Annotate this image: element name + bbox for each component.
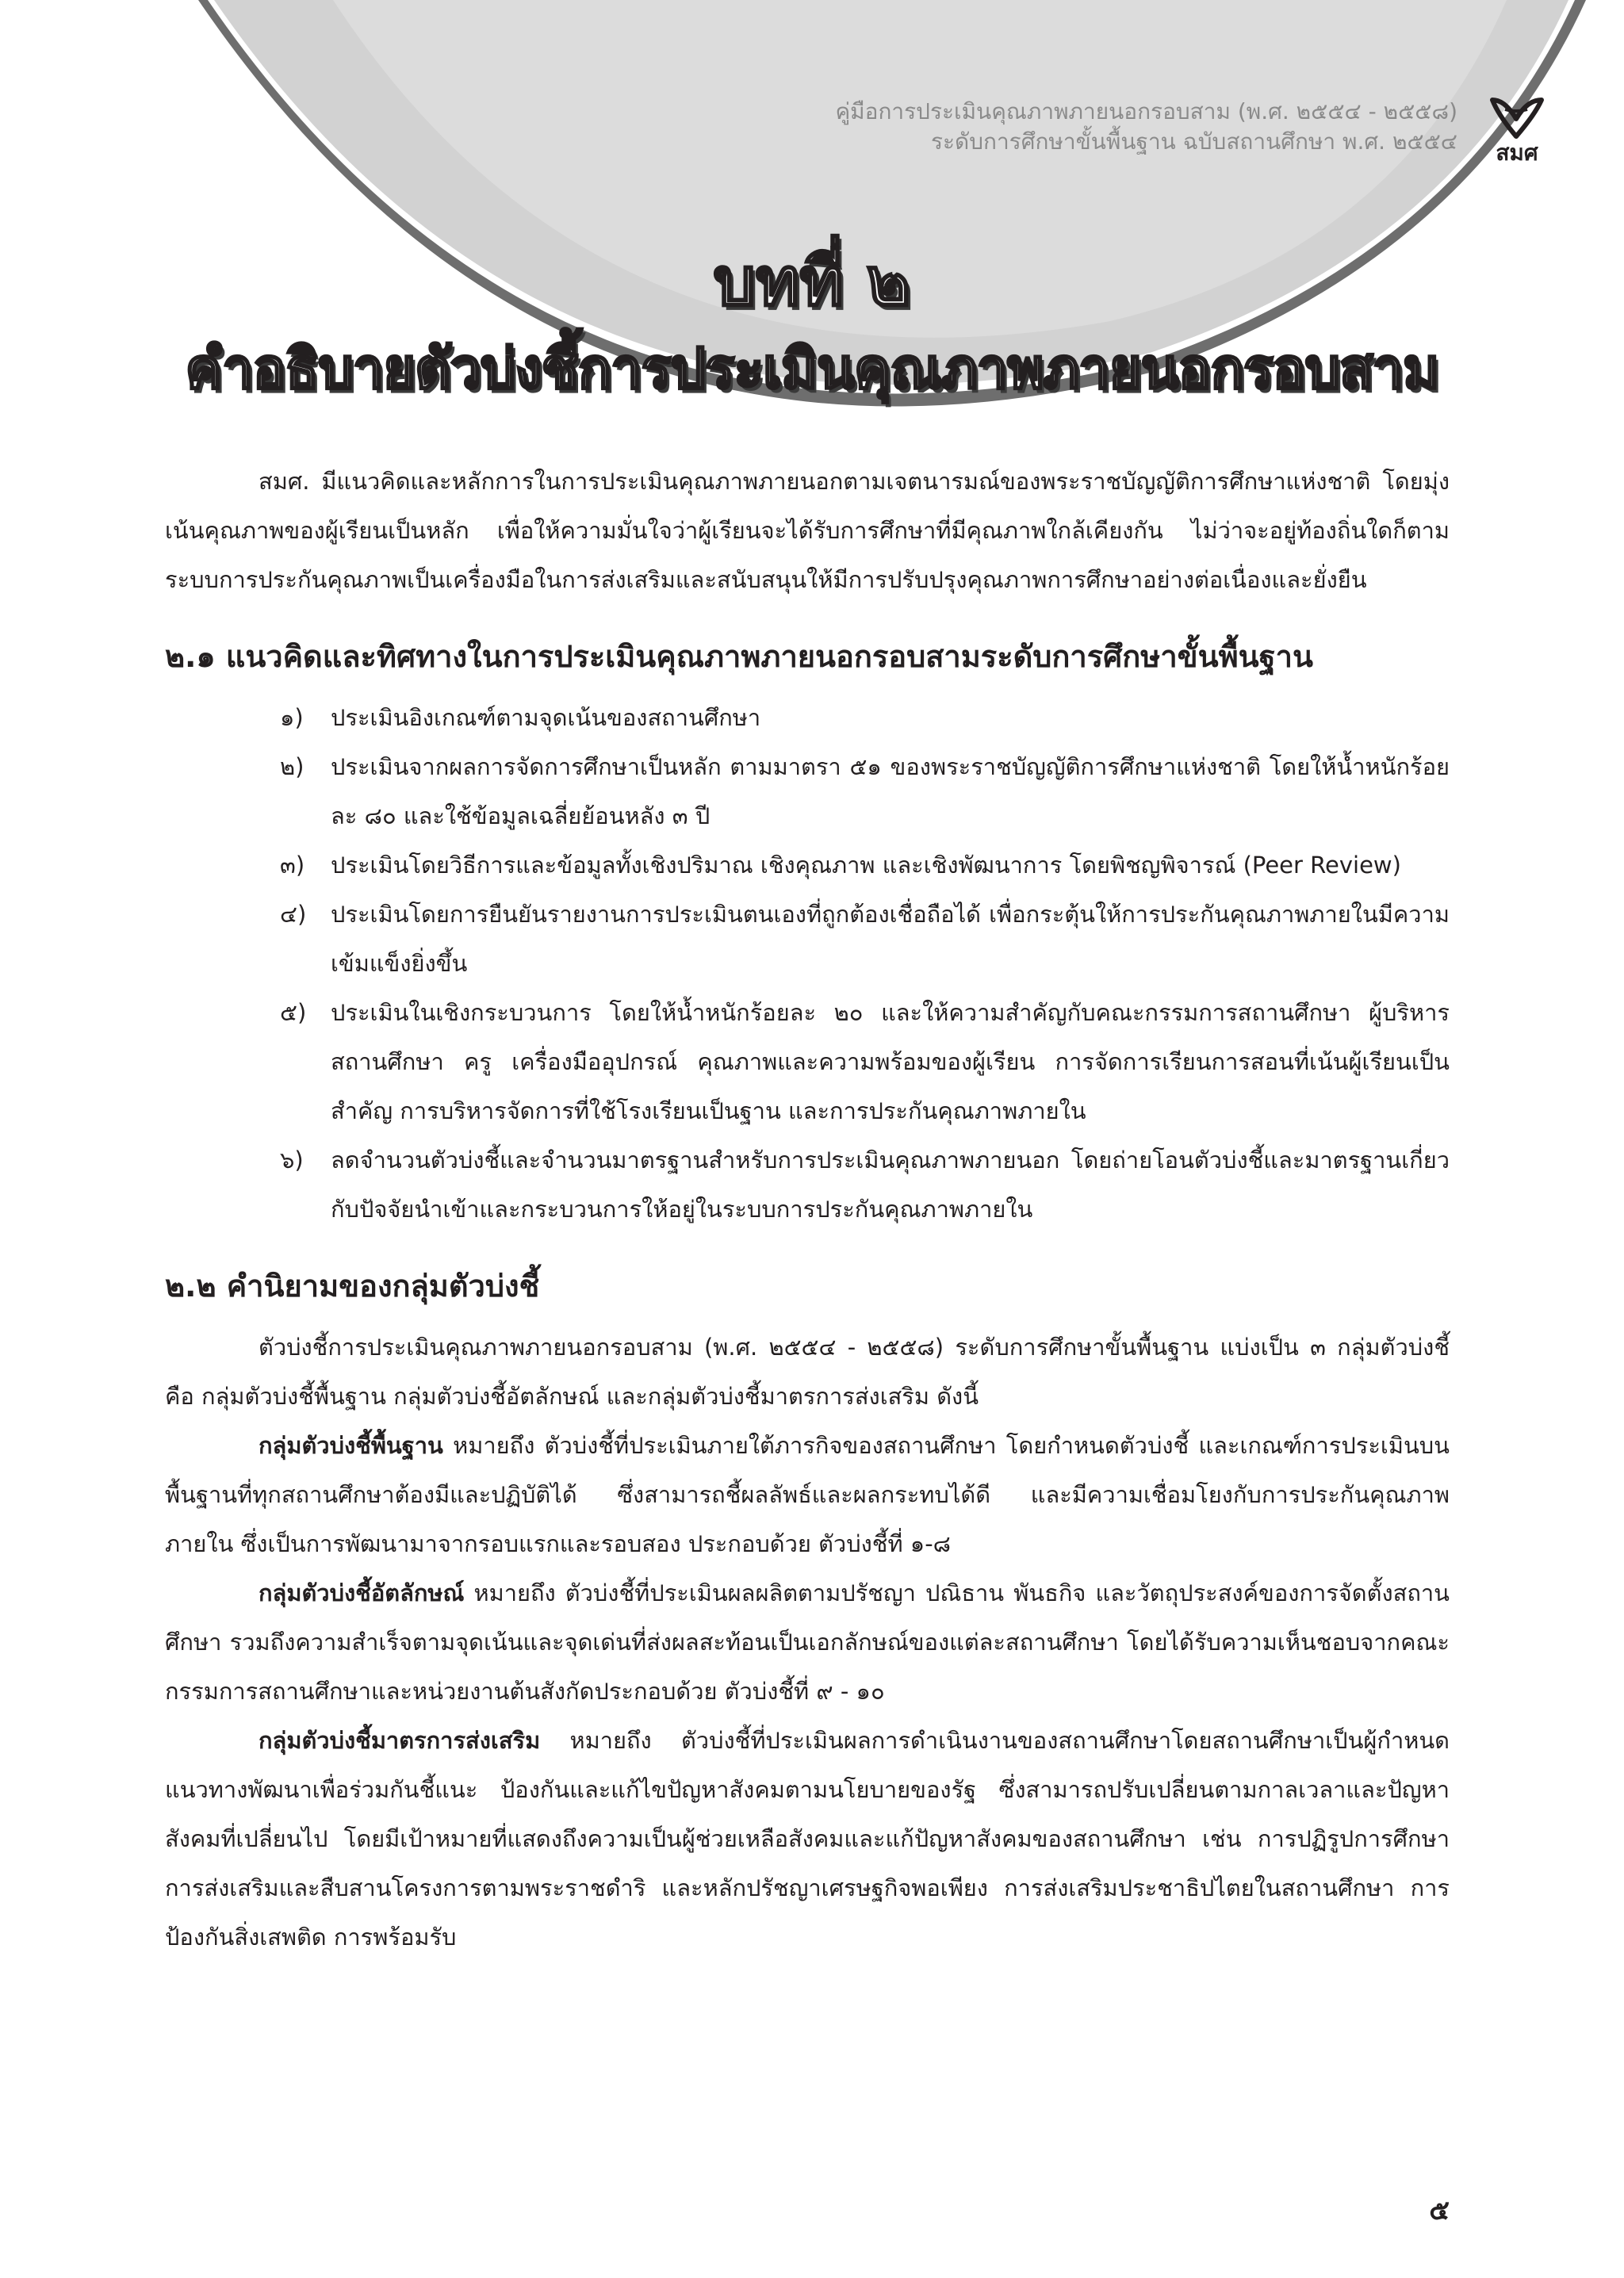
list-item [280, 742, 1450, 840]
list-item-number: ๒) [280, 753, 304, 780]
list-item-number: ๓) [280, 852, 305, 879]
onesqa-logo [1481, 95, 1553, 171]
list-item [280, 1135, 1450, 1234]
definition-term: กลุ่มตัวบ่งชี้อัตลักษณ์ [259, 1579, 465, 1606]
definition-term: กลุ่มตัวบ่งชี้พื้นฐาน [259, 1432, 443, 1459]
list-item [280, 693, 1450, 742]
list-item-text: ประเมินโดยวิธีการและข้อมูลทั้งเชิงปริมาณ เชิงคุณภาพ และเชิงพัฒนาการ โดยพิชญพิจารณ์ (Peer Review) [331, 852, 1401, 879]
running-header-line-2: ระดับการศึกษาขั้นพื้นฐาน ฉบับสถานศึกษา พ.ศ. ๒๕๕๔ [930, 128, 1457, 155]
intro-paragraph: สมศ. มีแนวคิดและหลักการในการประเมินคุณภาพภายนอกตามเจตนารมณ์ของพระราชบัญญัติการศึกษาแห่งชาติ โดยมุ่งเน้นคุณภาพของผู้เรียนเป็นหลัก เพื่อให้ความมั่นใจว่าผู้เรียนจะได้รับการศึกษาที่มีคุณภาพใกล้เคียงกัน ไม่ว่าจะอยู่ท้องถิ่นใดก็ตาม ระบบการประกันคุณภาพเป็นเครื่องมือในการส่งเสริมและสนับสนุนให้มีการปรับปรุงคุณภาพการศึกษาอย่างต่อเนื่องและยั่งยืน [165, 468, 1450, 593]
list-item-text: ประเมินจากผลการจัดการศึกษาเป็นหลัก ตามมาตรา ๕๑ ของพระราชบัญญัติการศึกษาแห่งชาติ โดยให้น้ำหนักร้อยละ ๘๐ และใช้ข้อมูลเฉลี่ยย้อนหลัง ๓ ปี [331, 753, 1450, 829]
list-item-text: ประเมินในเชิงกระบวนการ โดยให้น้ำหนักร้อยละ ๒๐ และให้ความสำคัญกับคณะกรรมการสถานศึกษา ผู้บริหารสถานศึกษา ครู เครื่องมืออุปกรณ์ คุณภาพและความพร้อมของผู้เรียน การจัดการเรียนการสอนที่เน้นผู้เรียนเป็นสำคัญ การบริหารจัดการที่ใช้โรงเรียนเป็นฐาน และการประกันคุณภาพภายใน [331, 999, 1450, 1124]
list-item-number: ๖) [280, 1147, 304, 1173]
logo-text: สมศ [1496, 140, 1538, 166]
list-item-text: ประเมินอิงเกณฑ์ตามจุดเน้นของสถานศึกษา [331, 704, 761, 731]
list-item-number: ๔) [280, 901, 307, 928]
list-item [280, 890, 1450, 988]
list-item [280, 988, 1450, 1135]
list-item-number: ๕) [280, 999, 307, 1026]
chapter-title: คำอธิบายตัวบ่งชี้การประเมินคุณภาพภายนอกรอบสาม [185, 336, 1439, 401]
definition-paragraph [165, 1421, 1450, 1568]
section-2-1-list [165, 693, 1450, 1234]
list-item-number: ๑) [280, 704, 304, 731]
definition-text: หมายถึง ตัวบ่งชี้ที่ประเมินผลผลิตตามปรัชญา ปณิธาน พันธกิจ และวัตถุประสงค์ของการจัดตั้งสถานศึกษา รวมถึงความสำเร็จตามจุดเน้นและจุดเด่นที่ส่งผลสะท้อนเป็นเอกลักษณ์ของแต่ละสถานศึกษา โดยได้รับความเห็นชอบจากคณะกรรมการสถานศึกษาและหน่วยงานต้นสังกัดประกอบด้วย ตัวบ่งชี้ที่ ๙ - ๑๐ [165, 1579, 1450, 1705]
definition-text: หมายถึง ตัวบ่งชี้ที่ประเมินผลการดำเนินงานของสถานศึกษาโดยสถานศึกษาเป็นผู้กำหนดแนวทางพัฒนาเพื่อร่วมกันชี้แนะ ป้องกันและแก้ไขปัญหาสังคมตามนโยบายของรัฐ ซึ่งสามารถปรับเปลี่ยนตามกาลเวลาและปัญหาสังคมที่เปลี่ยนไป โดยมีเป้าหมายที่แสดงถึงความเป็นผู้ช่วยเหลือสังคมและแก้ปัญหาสังคมของสถานศึกษา เช่น การปฏิรูปการศึกษา การส่งเสริมและสืบสานโครงการตามพระราชดำริ และหลักปรัชญาเศรษฐกิจพอเพียง การส่งเสริมประชาธิปไตยในสถานศึกษา การป้องกันสิ่งเสพติด การพร้อมรับ [165, 1727, 1450, 1951]
section-2-2-intro: ตัวบ่งชี้การประเมินคุณภาพภายนอกรอบสาม (พ.ศ. ๒๕๕๔ - ๒๕๕๘) ระดับการศึกษาขั้นพื้นฐาน แบ่งเป็น ๓ กลุ่มตัวบ่งชี้ คือ กลุ่มตัวบ่งชี้พื้นฐาน กลุ่มตัวบ่งชี้อัตลักษณ์ และกลุ่มตัวบ่งชี้มาตรการส่งเสริม ดังนี้ [165, 1334, 1450, 1410]
definition-term: กลุ่มตัวบ่งชี้มาตรการส่งเสริม [259, 1727, 541, 1754]
definition-paragraph [165, 1716, 1450, 1962]
list-item-text: ประเมินโดยการยืนยันรายงานการประเมินตนเองที่ถูกต้องเชื่อถือได้ เพื่อกระตุ้นให้การประกันคุณภาพภายในมีความเข้มแข็งยิ่งขึ้น [331, 901, 1450, 977]
list-item-text: ลดจำนวนตัวบ่งชี้และจำนวนมาตรฐานสำหรับการประเมินคุณภาพภายนอก โดยถ่ายโอนตัวบ่งชี้และมาตรฐานเกี่ยวกับปัจจัยนำเข้าและกระบวนการให้อยู่ในระบบการประกันคุณภาพภายใน [331, 1147, 1450, 1223]
definition-paragraph [165, 1568, 1450, 1716]
logo-mark-icon [1489, 95, 1545, 140]
section-2-2-heading: ๒.๒ คำนิยามของกลุ่มตัวบ่งชี้ [165, 1269, 540, 1304]
list-item [280, 840, 1450, 890]
main-content [165, 457, 1450, 1962]
running-header-line-1: คู่มือการประเมินคุณภาพภายนอกรอบสาม (พ.ศ. ๒๕๕๔ - ๒๕๕๘) [835, 98, 1457, 124]
section-2-1-heading: ๒.๑ แนวคิดและทิศทางในการประเมินคุณภาพภายนอกรอบสามระดับการศึกษาขั้นพื้นฐาน [165, 639, 1313, 674]
chapter-number: บทที่ ๒ [713, 243, 911, 320]
page-number: ๕ [1429, 2195, 1450, 2226]
running-header [506, 97, 1457, 157]
definition-text: หมายถึง ตัวบ่งชี้ที่ประเมินภายใต้ภารกิจของสถานศึกษา โดยกำหนดตัวบ่งชี้ และเกณฑ์การประเมินบนพื้นฐานที่ทุกสถานศึกษาต้องมีและปฏิบัติได้ ซึ่งสามารถชี้ผลลัพธ์และผลกระทบได้ดี และมีความเชื่อมโยงกับการประกันคุณภาพภายใน ซึ่งเป็นการพัฒนามาจากรอบแรกและรอบสอง ประกอบด้วย ตัวบ่งชี้ที่ ๑-๘ [165, 1432, 1450, 1557]
